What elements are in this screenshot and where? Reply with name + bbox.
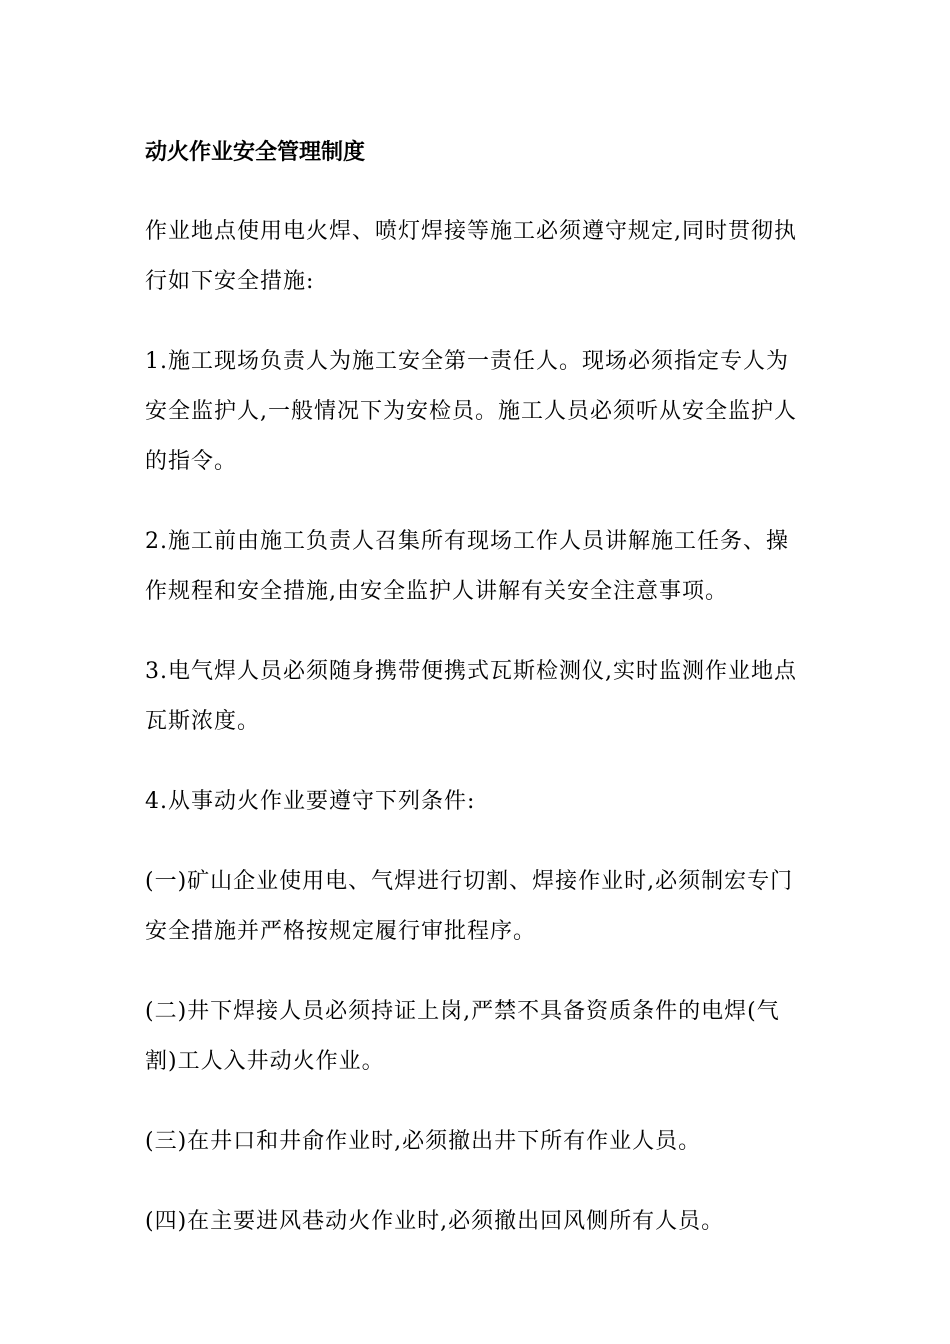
paragraph-item-2: 2.施工前由施工负责人召集所有现场工作人员讲解施工任务、操作规程和安全措施,由安全监护人讲解有关安全注意事项。 [145,529,789,604]
paragraph-subitem-1: (一)矿山企业使用电、气焊进行切割、焊接作业时,必须制宏专门安全措施并严格按规定履行审批程序。 [145,869,794,944]
paragraph-subitem-4: (四)在主要进风巷动火作业时,必须撤出回风侧所有人员。 [145,1209,725,1234]
paragraph-subitem-3: (三)在井口和井俞作业时,必须撤出井下所有作业人员。 [145,1129,702,1154]
paragraph-subitem-2: (二)井下焊接人员必须持证上岗,严禁不具备资质条件的电焊(气割)工人入井动火作业。 [145,999,780,1074]
document-title: 动火作业安全管理制度 [145,140,366,165]
paragraph-item-4: 4.从事动火作业要遵守下列条件: [145,789,476,814]
paragraph-item-1: 1.施工现场负责人为施工安全第一责任人。现场必须指定专人为安全监护人,一般情况下为安检员。施工人员必须听从安全监护人的指令。 [145,349,797,474]
document-body [145,128,810,1277]
paragraph-item-3: 3.电气焊人员必须随身携带便携式瓦斯检测仪,实时监测作业地点瓦斯浓度。 [145,659,797,734]
paragraph-intro: 作业地点使用电火焊、喷灯焊接等施工必须遵守规定,同时贯彻执行如下安全措施: [145,219,797,294]
